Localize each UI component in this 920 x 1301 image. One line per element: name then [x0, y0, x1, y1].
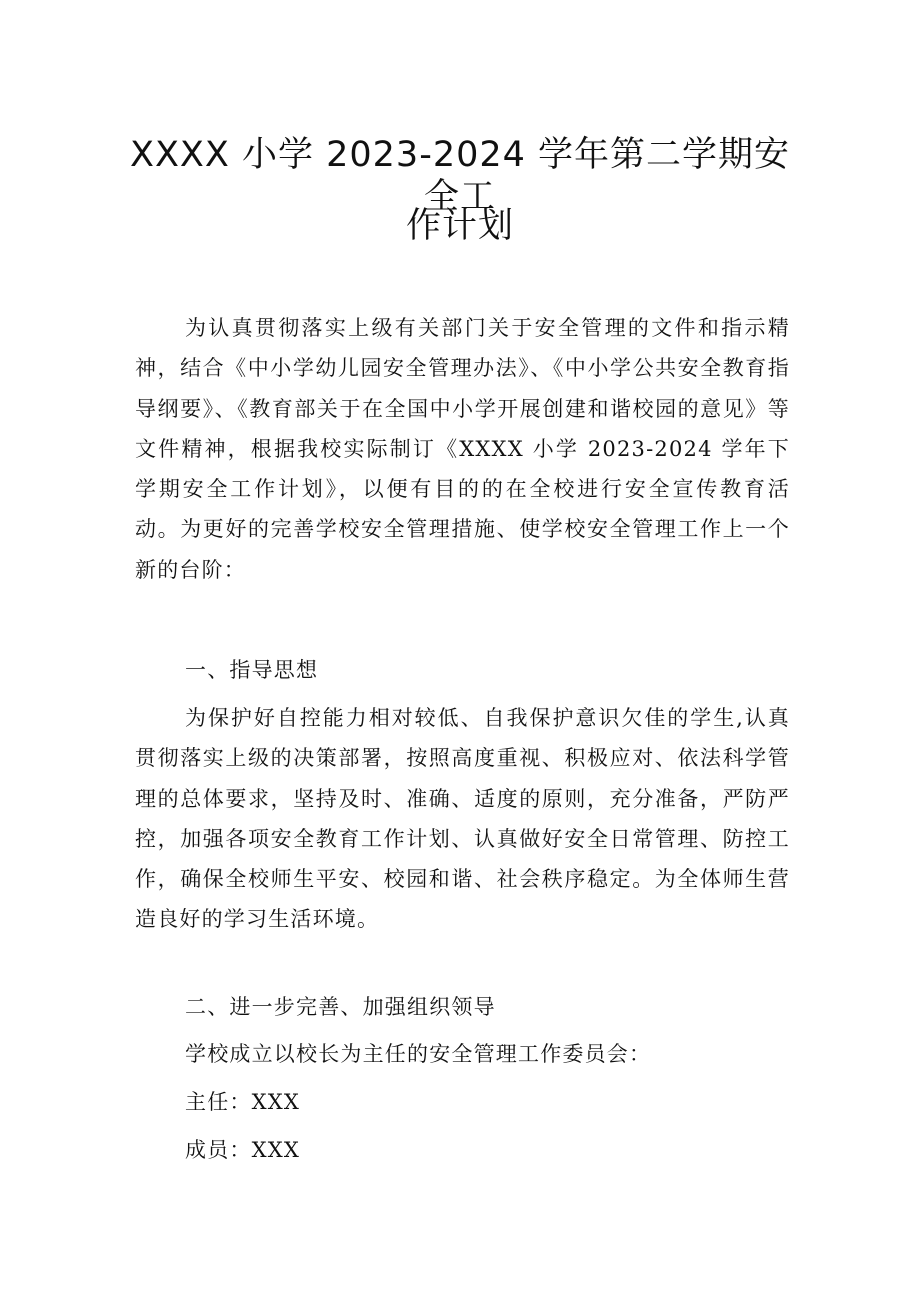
section-heading-guidance: 一、指导思想	[185, 658, 319, 682]
document-title-line-2: 作计划	[405, 206, 514, 246]
committee-statement: 学校成立以校长为主任的安全管理工作委员会：	[185, 1042, 652, 1066]
members-line: 成员：XXX	[185, 1138, 301, 1162]
intro-paragraph: 为认真贯彻落实上级有关部门关于安全管理的文件和指示精神，结合《中小学幼儿园安全管理办法》、《中小学公共安全教育指导纲要》、《教育部关于在全国中小学开展创建和谐校园的意见》等文件精神，根据我校实际制订《XXXX 小学 2023-2024 学年下学期安全工作计划》，以便有目的的在全校进行安全宣传教育活动。为更好的完善学校安全管理措施、使学校安全管理工作上一个新的台阶：	[135, 316, 790, 582]
director-line: 主任：XXX	[185, 1090, 301, 1114]
guidance-paragraph: 为保护好自控能力相对较低、自我保护意识欠佳的学生,认真贯彻落实上级的决策部署，按照高度重视、积极应对、依法科学管理的总体要求，坚持及时、准确、适度的原则，充分准备，严防严控，加强各项安全教育工作计划、认真做好安全日常管理、防控工作，确保全校师生平安、校园和谐、社会秩序稳定。为全体师生营造良好的学习生活环境。	[135, 706, 790, 932]
document-title-line-1: XXXX 小学 2023-2024 学年第二学期安全工	[129, 135, 791, 217]
section-heading-organization: 二、进一步完善、加强组织领导	[185, 995, 496, 1019]
